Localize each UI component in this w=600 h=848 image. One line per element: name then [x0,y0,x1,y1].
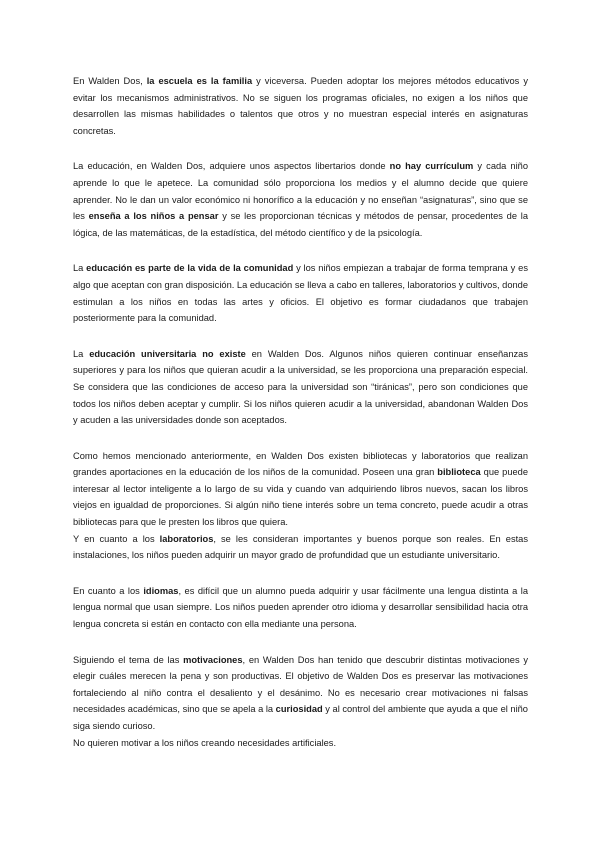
text-run: Y en cuanto a los [73,533,160,544]
text-run: No quieren motivar a los niños creando necesidades artificiales. [73,737,337,748]
paragraph [73,735,528,752]
text-run: , es difícil que un alumno pueda adquirir y usar fácilmente una lengua distinta a la lengua normal que usan siempre. Los niños pueden aprender otro idioma y desarrollar sensibilidad hacia otra lengua concreta si están en contacto con ella mediante una persona. [73,585,528,630]
paragraph [73,652,528,735]
bold-phrase: educación es parte de la vida de la comunidad [86,263,294,274]
document-body [73,73,528,751]
text-run: y cada niño aprende lo que le apetece. La comunidad sólo proporciona los medios y el alumno decide que quiere aprender. No le dan un valor económico ni honorífico a la educación y no enseñan “asignaturas”, sino que se les [73,161,529,222]
bold-phrase: no hay currículum [389,161,474,172]
text-run: y al control del ambiente que ayuda a que el niño siga siendo curioso. [73,704,528,731]
text-run: y los niños empiezan a trabajar de forma temprana y es algo que aceptan con gran disposición. La educación se lleva a cabo en talleres, laboratorios y cultivos, donde estimulan a los niños en todas las artes y oficios. El objetivo es formar ciudadanos que trabajen posteriormente para la comunidad. [73,263,528,324]
bold-phrase: biblioteca [437,467,481,478]
paragraph [73,260,528,326]
text-run: En Walden Dos, [73,76,147,86]
text-run: en Walden Dos. Algunos niños quieren continuar enseñanzas superiores y para los niños que quieran acudir a la universidad, se les proporciona una preparación especial. Se considera que las condiciones de acceso para la universidad son “tiránicas”, pero son condiciones que todos los niños deben aceptar y cumplir. Si los niños quieren acudir a la universidad, abandonan Walden Dos y acuden a las universidades donde son aceptados. [73,348,528,426]
paragraph [73,531,528,564]
text-run: y se les proporcionan técnicas y métodos de pensar, procedentes de la lógica, de las matemáticas, de la estadística, del método científico y de la psicología. [73,211,528,238]
paragraph [73,346,528,429]
text-run: La [73,263,87,274]
bold-phrase: educación universitaria no existe [89,348,246,359]
text-run: que puede interesar al lector inteligente a lo largo de su vida y cuando van adquiriendo libros nuevos, sacan los libros viejos en igualdad de proporciones. Si algún niño tiene interés sobre un tema concreto, puede acudir a otras bibliotecas para que le presten los libros que quiera. [73,467,528,528]
paragraph [73,158,528,241]
text-run: La educación, en Walden Dos, adquiere unos aspectos libertarios donde [73,161,390,172]
text-run: La [73,348,90,359]
bold-phrase: laboratorios [159,533,214,544]
bold-phrase: enseña a los niños a pensar [88,211,219,222]
bold-phrase: la escuela es la familia [146,76,253,86]
paragraph [73,73,528,139]
paragraph [73,583,528,633]
bold-phrase: motivaciones [183,654,243,665]
text-run: En cuanto a los [73,585,144,596]
bold-phrase: idiomas [143,585,179,596]
text-run: y viceversa. Pueden adoptar los mejores métodos educativos y evitar los mecanismos administrativos. No se siguen los programas oficiales, no exigen a los niños que desarrollen las mismas habilidades o talentos que otros y no muestran especial interés en asignaturas concretas. [73,76,528,136]
paragraph [73,448,528,531]
text-run: Siguiendo el tema de las [73,654,184,665]
text-run: , en Walden Dos han tenido que descubrir distintas motivaciones y elegir cuáles merecen la pena y son productivas. El objetivo de Walden Dos es preservar las motivaciones fortaleciendo al niño contra el desaliento y el desánimo. No es necesario crear motivaciones ni falsas necesidades académicas, sino que se apela a la [73,654,528,715]
bold-phrase: curiosidad [275,704,323,715]
text-run: Como hemos mencionado anteriormente, en Walden Dos existen bibliotecas y laboratorios que realizan grandes aportaciones en la educación de los niños de la comunidad. Poseen una gran [73,450,528,478]
text-run: , se les consideran importantes y buenos porque son reales. En estas instalaciones, los niños pueden adquirir un mayor grado de profundidad que un estudiante universitario. [73,533,528,561]
